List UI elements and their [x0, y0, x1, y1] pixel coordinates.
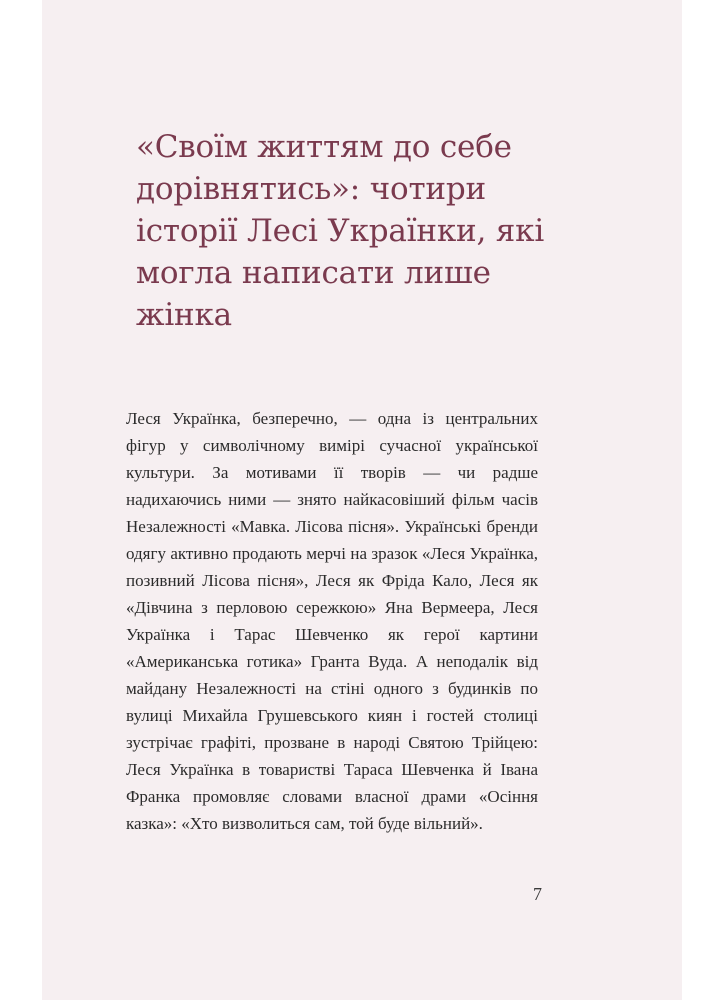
body-paragraph: Леся Українка, безперечно, — одна із центральних фігур у символічному вимірі сучасної української культури. За мотивами її творів — чи радше надихаючись ними — знято найкасовіший фільм часів Незалежності «Мавка. Лісова пісня». Українські бренди одягу активно продають мерчі на зразок «Леся Українка, позивний Лісова пісня», Леся як Фріда Кало, Леся як «Дівчина з перловою сережкою» Яна Вермеера, Леся Українка і Тарас Шевченко як герої картини «Американська готика» Гранта Вуда. А неподалік від майдану Незалежності на стіні одного з будинків по вулиці Михайла Грушевського киян і гостей столиці зустрічає графіті, прозване в народі Святою Трійцею: Леся Українка в товаристві Тараса Шевченка й Івана Франка промовляє словами власної драми «Осіння казка»: «Хто визволиться сам, той буде вільний». [126, 409, 538, 833]
chapter-title: «Своїм життям до себе дорівнятись»: чотири історії Лесі Українки, які могла написати лише жінка [136, 129, 545, 333]
page-number: 7 [533, 884, 542, 904]
book-page [42, 0, 682, 1000]
